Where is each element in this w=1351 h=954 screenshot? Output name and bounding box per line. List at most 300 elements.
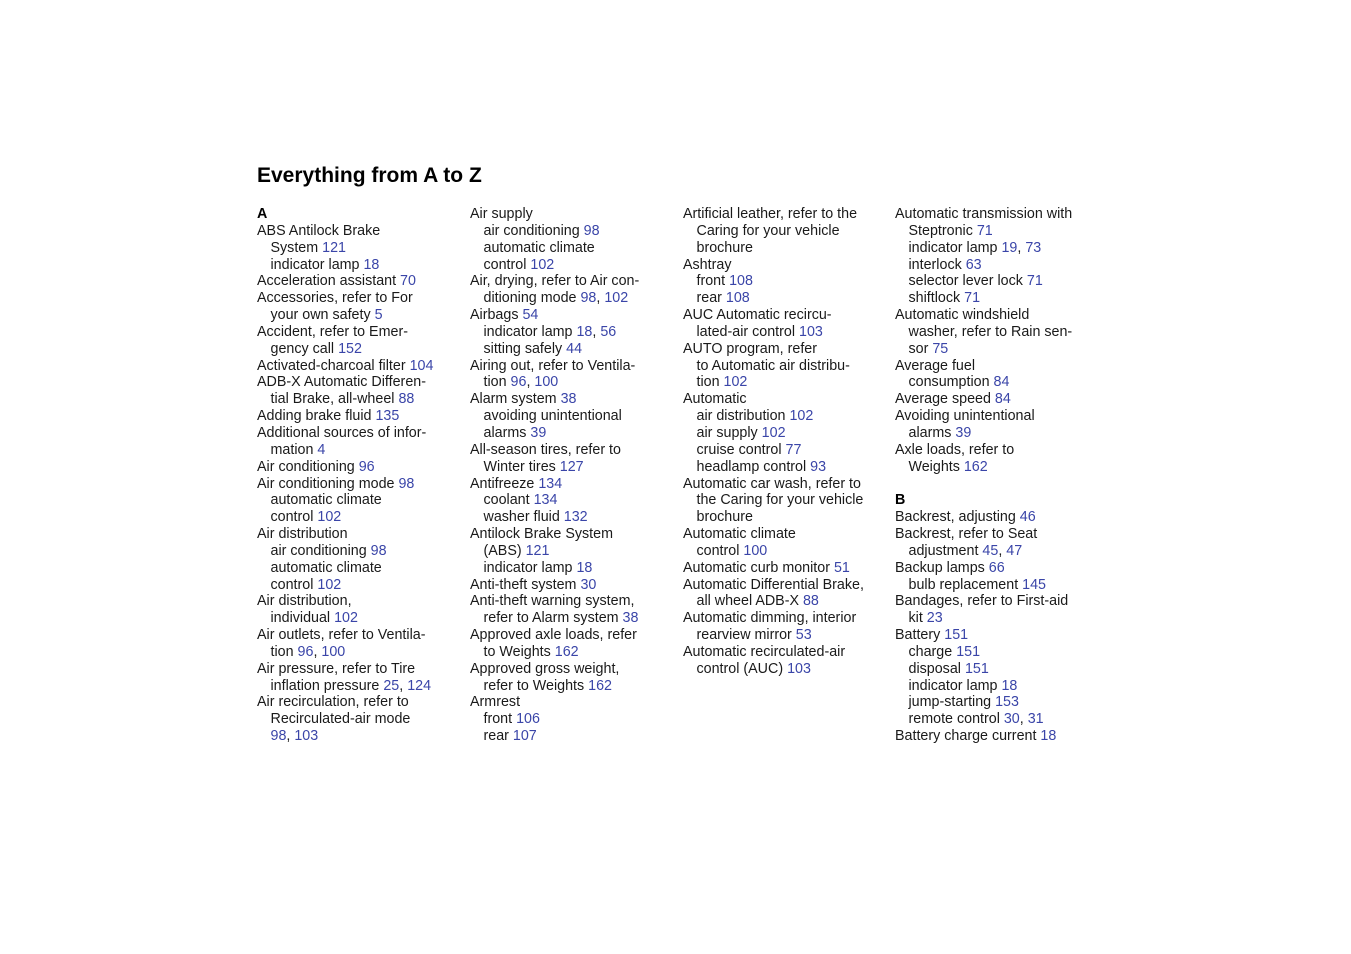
- entry-text: indicator lamp: [483, 559, 577, 576]
- entry-text: Automatic car wash, refer to: [683, 475, 861, 492]
- entry-text: individual: [270, 610, 335, 627]
- index-subentry: tion 96, 100: [270, 643, 346, 660]
- index-subentry: [470, 678, 675, 695]
- entry-text: Artificial leather, refer to the: [683, 206, 858, 222]
- index-subentry: [895, 223, 1100, 240]
- index-entry: [470, 273, 675, 290]
- page-link[interactable]: 134: [533, 492, 558, 509]
- entry-text: air supply: [696, 424, 762, 441]
- page-link[interactable]: 63: [965, 256, 982, 273]
- index-subentry: [895, 425, 1100, 442]
- entry-text: Anti-theft system: [470, 576, 581, 593]
- page-link[interactable]: 96: [297, 643, 314, 660]
- index-subentry: inflation pressure 25, 124: [270, 677, 432, 694]
- index-subentry: [683, 661, 888, 678]
- entry-text: the Caring for your vehicle: [696, 492, 864, 509]
- page-link[interactable]: 75: [932, 340, 949, 357]
- entry-text: ADB-X Automatic Differen-: [257, 374, 426, 391]
- page-link[interactable]: 98: [398, 475, 415, 492]
- index-subentry: [470, 341, 675, 358]
- entry-text: (ABS): [483, 542, 526, 559]
- entry-text: Average fuel: [895, 357, 976, 374]
- index-subentry: [683, 358, 888, 375]
- page-link[interactable]: 5: [374, 307, 383, 324]
- page-link[interactable]: 18: [1001, 677, 1018, 694]
- entry-text: tion: [483, 374, 511, 391]
- index-subentry: [470, 509, 675, 526]
- entry-text: alarms: [908, 424, 956, 441]
- index-entry: [895, 560, 1100, 577]
- page-link[interactable]: 45: [982, 542, 999, 559]
- page-link[interactable]: 30: [1003, 711, 1020, 728]
- entry-text: your own safety: [270, 307, 375, 324]
- page-title: Everything from A to Z: [257, 164, 482, 187]
- entry-text: disposal: [908, 660, 965, 677]
- page-link[interactable]: 106: [516, 711, 540, 728]
- entry-text: Air pressure, refer to Tire: [257, 660, 416, 677]
- page-link[interactable]: 19: [1001, 239, 1018, 256]
- page-link[interactable]: 96: [510, 374, 527, 391]
- entry-text: Air supply: [470, 206, 533, 222]
- index-subentry: [470, 459, 675, 476]
- page-link[interactable]: 100: [534, 374, 559, 391]
- page-link[interactable]: 18: [576, 559, 593, 576]
- page-link[interactable]: 98: [370, 542, 387, 559]
- entry-text: control: [483, 256, 531, 273]
- index-subentry: [470, 240, 675, 257]
- entry-text: Automatic recirculated-air: [683, 643, 846, 660]
- index-entry: [257, 223, 462, 240]
- index-entry: [257, 593, 462, 610]
- entry-text: Caring for your vehicle: [696, 222, 840, 239]
- page-link[interactable]: 96: [358, 458, 375, 475]
- index-subentry: [257, 610, 462, 627]
- entry-text: indicator lamp: [270, 256, 364, 273]
- page-link[interactable]: 107: [512, 728, 537, 745]
- index-entry: [257, 425, 462, 442]
- entry-text: rear: [696, 290, 726, 307]
- index-entry: [683, 610, 888, 627]
- entry-text: automatic climate: [270, 492, 382, 509]
- entry-text: Battery: [895, 627, 945, 644]
- entry-text: Additional sources of infor-: [257, 424, 427, 441]
- page-link[interactable]: 39: [955, 424, 972, 441]
- entry-text: control: [696, 542, 744, 559]
- index-subentry: [895, 678, 1100, 695]
- page-link[interactable]: 134: [538, 475, 563, 492]
- index-entry: [470, 593, 675, 610]
- section-letter: [257, 206, 462, 223]
- entry-text: Antifreeze: [470, 475, 539, 492]
- index-subentry: indicator lamp 18, 56: [483, 323, 617, 340]
- entry-text: control: [270, 509, 318, 526]
- index-subentry: [257, 543, 462, 560]
- index-entry: [257, 408, 462, 425]
- page-link[interactable]: 145: [1022, 576, 1047, 593]
- entry-text: selector lever lock: [908, 273, 1027, 290]
- entry-text: Axle loads, refer to: [895, 441, 1015, 458]
- index-entry: [470, 627, 675, 644]
- index-entry: [895, 593, 1100, 610]
- entry-text: Air distribution: [257, 526, 348, 543]
- entry-text: All-season tires, refer to: [470, 441, 621, 458]
- index-column-2: [470, 206, 675, 745]
- index-subentry: [470, 492, 675, 509]
- page-link[interactable]: 102: [317, 509, 342, 526]
- entry-text: mation: [270, 441, 318, 458]
- index-entry: [257, 459, 462, 476]
- page-link[interactable]: 77: [785, 441, 802, 458]
- page-link[interactable]: 88: [398, 391, 415, 408]
- index-subentry: [470, 257, 675, 274]
- page-link[interactable]: 46: [1019, 509, 1036, 526]
- index-subentry: [257, 560, 462, 577]
- index-entry: [895, 728, 1100, 745]
- index-entry: [683, 391, 888, 408]
- entry-text: Average speed: [895, 391, 995, 408]
- index-entry: [257, 273, 462, 290]
- page-link[interactable]: 121: [322, 239, 346, 256]
- index-entry: [470, 694, 675, 711]
- page-link[interactable]: 25: [383, 677, 400, 694]
- index-column-3: [683, 206, 888, 678]
- index-subentry: [683, 509, 888, 526]
- entry-text: shiftlock: [908, 290, 965, 307]
- index-subentry: [257, 509, 462, 526]
- index-entry: [683, 644, 888, 661]
- index-subentry: ditioning mode 98, 102: [483, 290, 629, 307]
- index-subentry: [683, 240, 888, 257]
- page-link[interactable]: 100: [743, 542, 768, 559]
- entry-text: Battery charge current: [895, 728, 1041, 745]
- page-link[interactable]: 162: [963, 458, 988, 475]
- index-entry: [683, 257, 888, 274]
- index-subentry: [683, 273, 888, 290]
- index-subentry: [895, 257, 1100, 274]
- entry-text: Accessories, refer to For: [257, 290, 413, 307]
- page-link[interactable]: 121: [525, 542, 550, 559]
- index-subentry: remote control 30, 31: [908, 711, 1044, 728]
- entry-text: air conditioning: [270, 542, 371, 559]
- page-link[interactable]: 18: [1040, 728, 1057, 745]
- index-subentry: 98, 103: [270, 728, 319, 745]
- index-entry: [470, 526, 675, 543]
- page-link[interactable]: 102: [723, 374, 748, 391]
- index-subentry: [683, 459, 888, 476]
- page-link[interactable]: 73: [1025, 239, 1042, 256]
- page-link[interactable]: 98: [580, 290, 597, 307]
- index-entry: [470, 661, 675, 678]
- page-link[interactable]: 51: [833, 559, 850, 576]
- index-subentry: [470, 610, 675, 627]
- page-link[interactable]: 98: [583, 222, 600, 239]
- index-subentry: [470, 408, 675, 425]
- index-entry: [683, 476, 888, 493]
- entry-text: headlamp control: [696, 458, 811, 475]
- entry-text: rearview mirror: [696, 627, 796, 644]
- index-subentry: [683, 492, 888, 509]
- index-entry: [257, 694, 462, 711]
- index-subentry: [895, 610, 1100, 627]
- index-subentry: [683, 543, 888, 560]
- page-link[interactable]: 103: [787, 660, 811, 677]
- page-link[interactable]: 31: [1027, 711, 1044, 728]
- page-link[interactable]: 84: [993, 374, 1010, 391]
- index-subentry: indicator lamp 19, 73: [908, 239, 1042, 256]
- index-entry: [257, 358, 462, 375]
- entry-text: sitting safely: [483, 340, 567, 357]
- page-link[interactable]: 151: [956, 643, 981, 660]
- entry-text: indicator lamp: [908, 239, 1002, 256]
- entry-text: Approved gross weight,: [470, 660, 620, 677]
- entry-text: Recirculated-air mode: [270, 711, 411, 728]
- page-link[interactable]: 151: [944, 627, 969, 644]
- index-entry: [470, 577, 675, 594]
- page-link[interactable]: 66: [988, 559, 1005, 576]
- entry-text: lated-air control: [696, 323, 800, 340]
- page-link[interactable]: 100: [321, 643, 346, 660]
- index-subentry: [895, 661, 1100, 678]
- index-entry: [470, 476, 675, 493]
- index-subentry: [895, 644, 1100, 661]
- entry-text: jump-starting: [908, 694, 996, 711]
- page-link[interactable]: 124: [407, 677, 432, 694]
- page-link[interactable]: 4: [317, 441, 326, 458]
- entry-text: all wheel ADB-X: [696, 593, 803, 610]
- entry-text: control (AUC): [696, 660, 788, 677]
- entry-text: AUC Automatic recircu-: [683, 307, 832, 324]
- page-link[interactable]: 39: [530, 424, 547, 441]
- entry-text: Air distribution,: [257, 593, 352, 610]
- page-link[interactable]: 151: [964, 660, 989, 677]
- index-subentry: [257, 442, 462, 459]
- entry-text: Air, drying, refer to Air con-: [470, 273, 640, 290]
- index-subentry: [470, 425, 675, 442]
- index-subentry: [257, 711, 462, 728]
- index-subentry: [895, 459, 1100, 476]
- page-link[interactable]: 127: [559, 458, 584, 475]
- entry-text: interlock: [908, 256, 966, 273]
- page-link[interactable]: 102: [789, 408, 814, 425]
- page-link[interactable]: 104: [409, 357, 434, 374]
- spacer: [895, 476, 1100, 493]
- index-entry: [895, 307, 1100, 324]
- entry-text: Airing out, refer to Ventila-: [470, 357, 636, 374]
- entry-text: coolant: [483, 492, 534, 509]
- index-entry: [895, 391, 1100, 408]
- index-entry: [895, 509, 1100, 526]
- index-entry: [683, 526, 888, 543]
- entry-text: brochure: [696, 509, 753, 526]
- entry-text: air distribution: [696, 408, 790, 425]
- index-entry: [257, 290, 462, 307]
- index-entry: [895, 442, 1100, 459]
- index-entry: [257, 661, 462, 678]
- index-entry: [257, 627, 462, 644]
- index-entry: [683, 206, 888, 223]
- page-link[interactable]: 30: [580, 576, 597, 593]
- entry-text: consumption: [908, 374, 994, 391]
- entry-text: AUTO program, refer: [683, 340, 818, 357]
- entry-text: Air conditioning: [257, 458, 359, 475]
- index-subentry: [257, 341, 462, 358]
- index-subentry: [470, 728, 675, 745]
- page-link[interactable]: 102: [334, 610, 358, 627]
- page-link[interactable]: 70: [400, 273, 416, 290]
- page-link[interactable]: 71: [976, 222, 993, 239]
- entry-text: tion: [696, 374, 724, 391]
- index-subentry: [683, 593, 888, 610]
- index-subentry: [895, 694, 1100, 711]
- index-subentry: tion 96, 100: [483, 374, 559, 391]
- index-entry: [895, 358, 1100, 375]
- entry-text: gency call: [270, 340, 339, 357]
- entry-text: indicator lamp: [483, 323, 577, 340]
- page-link[interactable]: 88: [802, 593, 819, 610]
- page-link[interactable]: 102: [761, 424, 786, 441]
- index-entry: [257, 526, 462, 543]
- page-link[interactable]: 152: [338, 340, 362, 357]
- entry-text: Automatic: [683, 391, 747, 408]
- entry-text: refer to Alarm system: [483, 610, 623, 627]
- page-link[interactable]: 162: [588, 677, 612, 694]
- page-link[interactable]: 38: [560, 391, 577, 408]
- index-subentry: [470, 644, 675, 661]
- page-link[interactable]: 84: [994, 391, 1011, 408]
- entry-text: Alarm system: [470, 391, 561, 408]
- entry-text: inflation pressure: [270, 677, 384, 694]
- entry-text: washer, refer to Rain sen-: [908, 323, 1073, 340]
- page-link[interactable]: 102: [530, 256, 555, 273]
- index-entry: [470, 358, 675, 375]
- entry-text: alarms: [483, 424, 531, 441]
- page-link[interactable]: 132: [563, 509, 588, 526]
- index-entry: [895, 627, 1100, 644]
- entry-text: automatic climate: [483, 239, 595, 256]
- entry-text: ABS Antilock Brake: [257, 222, 381, 239]
- entry-text: to Weights: [483, 643, 555, 660]
- index-subentry: [683, 374, 888, 391]
- page-link[interactable]: 44: [566, 340, 583, 357]
- page-link[interactable]: 54: [522, 307, 539, 324]
- entry-text: Automatic dimming, interior: [683, 610, 857, 627]
- page-link[interactable]: 38: [622, 610, 639, 627]
- index-entry: [470, 307, 675, 324]
- entry-text: kit: [908, 610, 927, 627]
- index-subentry: [470, 560, 675, 577]
- entry-text: front: [696, 273, 730, 290]
- entry-text: Automatic Differential Brake,: [683, 576, 864, 593]
- entry-text: Backup lamps: [895, 559, 989, 576]
- page-link[interactable]: 102: [604, 290, 629, 307]
- index-subentry: [683, 627, 888, 644]
- section-letter: [895, 492, 1100, 509]
- entry-text: Accident, refer to Emer-: [257, 323, 408, 340]
- entry-text: washer fluid: [483, 509, 564, 526]
- page-link[interactable]: 18: [576, 323, 593, 340]
- index-entry: [895, 408, 1100, 425]
- entry-text: rear: [483, 728, 513, 745]
- entry-text: A: [257, 206, 268, 222]
- entry-text: avoiding unintentional: [483, 408, 622, 425]
- entry-text: Airbags: [470, 307, 523, 324]
- page-link[interactable]: 162: [554, 643, 579, 660]
- entry-text: Air outlets, refer to Ventila-: [257, 627, 426, 644]
- entry-text: Backrest, refer to Seat: [895, 526, 1038, 543]
- page-link[interactable]: 53: [795, 627, 812, 644]
- entry-text: sor: [908, 340, 933, 357]
- index-subentry: [470, 711, 675, 728]
- entry-text: air conditioning: [483, 222, 584, 239]
- page-link[interactable]: 18: [363, 256, 380, 273]
- index-subentry: [470, 543, 675, 560]
- index-subentry: [257, 307, 462, 324]
- page-link[interactable]: 103: [799, 323, 823, 340]
- entry-text: Air recirculation, refer to: [257, 694, 409, 711]
- entry-text: Automatic climate: [683, 526, 796, 543]
- index-subentry: [683, 425, 888, 442]
- index-entry: [257, 374, 462, 391]
- index-subentry: [895, 324, 1100, 341]
- index-entry: [683, 577, 888, 594]
- index-subentry: [683, 223, 888, 240]
- index-entry: [683, 307, 888, 324]
- index-subentry: adjustment 45, 47: [908, 542, 1023, 559]
- page-link[interactable]: 103: [294, 728, 319, 745]
- page-link[interactable]: 108: [725, 290, 750, 307]
- entry-text: tial Brake, all-wheel: [270, 391, 399, 408]
- entry-text: Approved axle loads, refer: [470, 627, 637, 644]
- index-subentry: [683, 408, 888, 425]
- page-link[interactable]: 23: [926, 610, 943, 627]
- page-link[interactable]: 47: [1006, 542, 1023, 559]
- page-link[interactable]: 98: [270, 728, 287, 745]
- entry-text: Anti-theft warning system,: [470, 593, 635, 610]
- page-link[interactable]: 135: [375, 408, 400, 425]
- entry-text: cruise control: [696, 441, 786, 458]
- entry-text: control: [270, 576, 318, 593]
- page-link[interactable]: 56: [600, 323, 617, 340]
- entry-text: Antilock Brake System: [470, 526, 614, 543]
- index-subentry: [470, 223, 675, 240]
- entry-text: Automatic transmission with: [895, 206, 1073, 222]
- index-entry: [257, 324, 462, 341]
- page-link[interactable]: 102: [317, 576, 342, 593]
- index-subentry: [895, 577, 1100, 594]
- index-subentry: [257, 240, 462, 257]
- index-entry: [895, 526, 1100, 543]
- page-link[interactable]: 71: [1026, 273, 1043, 290]
- index-entry: [470, 391, 675, 408]
- index-entry: [895, 206, 1100, 223]
- page-link[interactable]: 71: [964, 290, 981, 307]
- index-column-4: [895, 206, 1100, 745]
- entry-text: indicator lamp: [908, 677, 1002, 694]
- entry-text: to Automatic air distribu-: [696, 357, 850, 374]
- page-link[interactable]: 108: [729, 273, 753, 290]
- index-subentry: [257, 577, 462, 594]
- entry-text: Armrest: [470, 694, 521, 711]
- index-subentry: [895, 341, 1100, 358]
- entry-text: B: [895, 492, 906, 509]
- index-entry: [470, 442, 675, 459]
- page-link[interactable]: 153: [995, 694, 1019, 711]
- index-subentry: [895, 290, 1100, 307]
- index-entry: [683, 341, 888, 358]
- page-link[interactable]: 93: [810, 458, 827, 475]
- index-subentry: [895, 273, 1100, 290]
- entry-text: Weights: [908, 458, 964, 475]
